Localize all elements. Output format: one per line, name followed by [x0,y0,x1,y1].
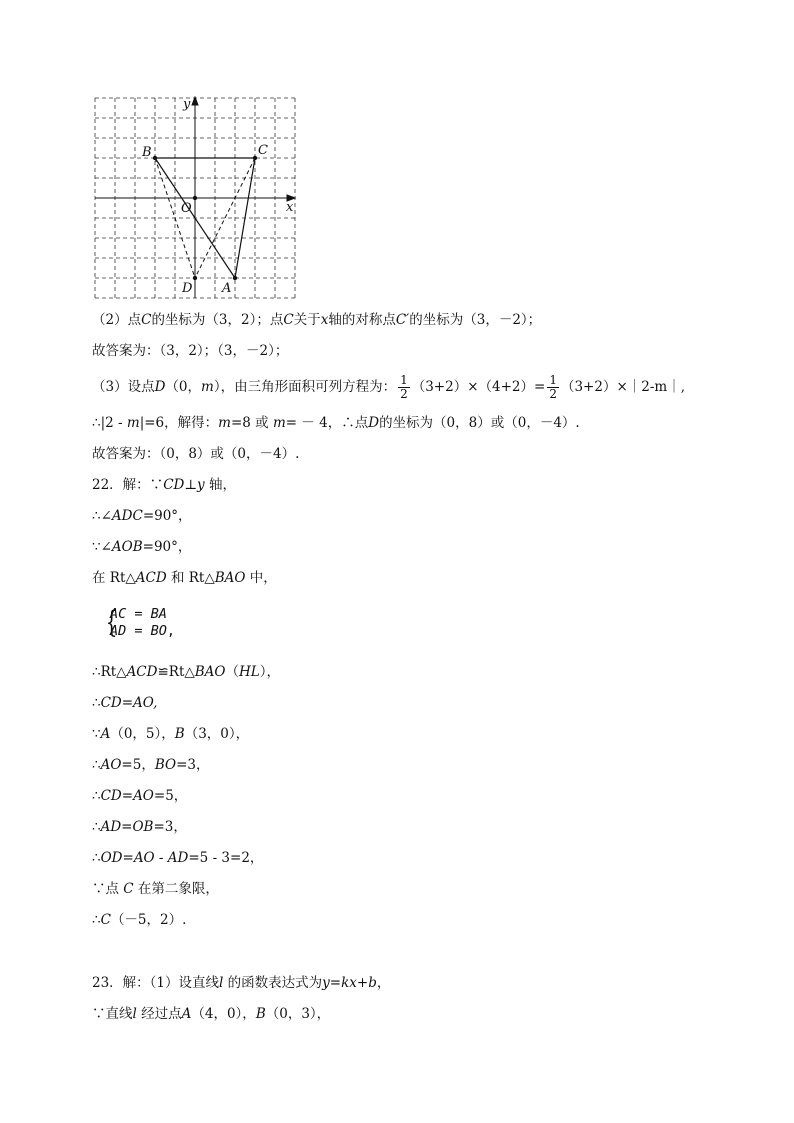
q22-line11: ∴OD=AO - AD=5 - 3=2， [92,850,264,866]
q22-line13: ∴C（－5，2）. [92,912,187,928]
q22-line3: ∵∠AOB=90°， [92,539,192,555]
label-x: x [286,200,294,215]
part3-solve-line: ∴|2 - m|=6，解得：m=8 或 m= － 4，∴点D的坐标为（0，8）或（0，－4）. [92,415,580,431]
q23-line2: ∵直线l 经过点A（4，0），B（0，3）， [92,1006,331,1022]
label-B: B [142,145,152,160]
point-D [193,276,197,280]
label-O: O [181,201,192,216]
part3-answer: 故答案为：（0，8）或（0，－4）. [92,446,300,462]
point-A [233,276,237,280]
q22-line6: ∴CD=AO, [92,695,158,711]
q22-line1: 22．解：∵CD⊥y 轴， [92,477,236,493]
q22-line5: ∴Rt△ACD≌Rt△BAO（HL）， [92,664,281,680]
system-brace: { [105,605,118,640]
point-B [153,156,157,160]
q22-line4: 在 Rt△ACD 和 Rt△BAO 中， [92,570,277,586]
q22-line12: ∵点 C 在第二象限， [92,881,219,897]
part2-answer: 故答案为：（3，2）；（3，－2）； [92,343,289,359]
q22-line10: ∴AD=OB=3， [92,819,187,835]
triangle-dashed [155,158,255,278]
point-O [193,196,197,200]
q22-line9: ∴CD=AO=5， [92,788,188,804]
fraction-half-2: $\frac{1}{2}$ [549,373,557,401]
q22-line8: ∴AO=5，BO=3， [92,757,210,773]
label-A: A [222,281,232,296]
q22-line7: ∵A（0，5），B（3，0）， [92,726,250,742]
part3-line: （3）设点D（0，m），由三角形面积可列方程为： $\frac{1}{2}$ （3+2）×（4+2）= $\frac{1}{2}$ （3+2）×｜2-m｜, [92,373,686,401]
label-y: y [183,97,191,112]
point-C [253,156,257,160]
triangle-solid [155,158,255,278]
label-D: D [182,281,193,296]
q23-line1: 23．解：（1）设直线l 的函数表达式为y=kx+b， [92,975,391,991]
coordinate-grid-figure [94,96,298,300]
equation-system: AC = BA AD = BO, [110,606,176,639]
part2-line: （2）点C的坐标为（3，2）；点C关于x轴的对称点C′的坐标为（3，－2）； [92,312,542,328]
fraction-half-1: $\frac{1}{2}$ [400,373,408,401]
q22-line2: ∴∠ADC=90°， [92,508,192,524]
label-C: C [258,143,268,158]
